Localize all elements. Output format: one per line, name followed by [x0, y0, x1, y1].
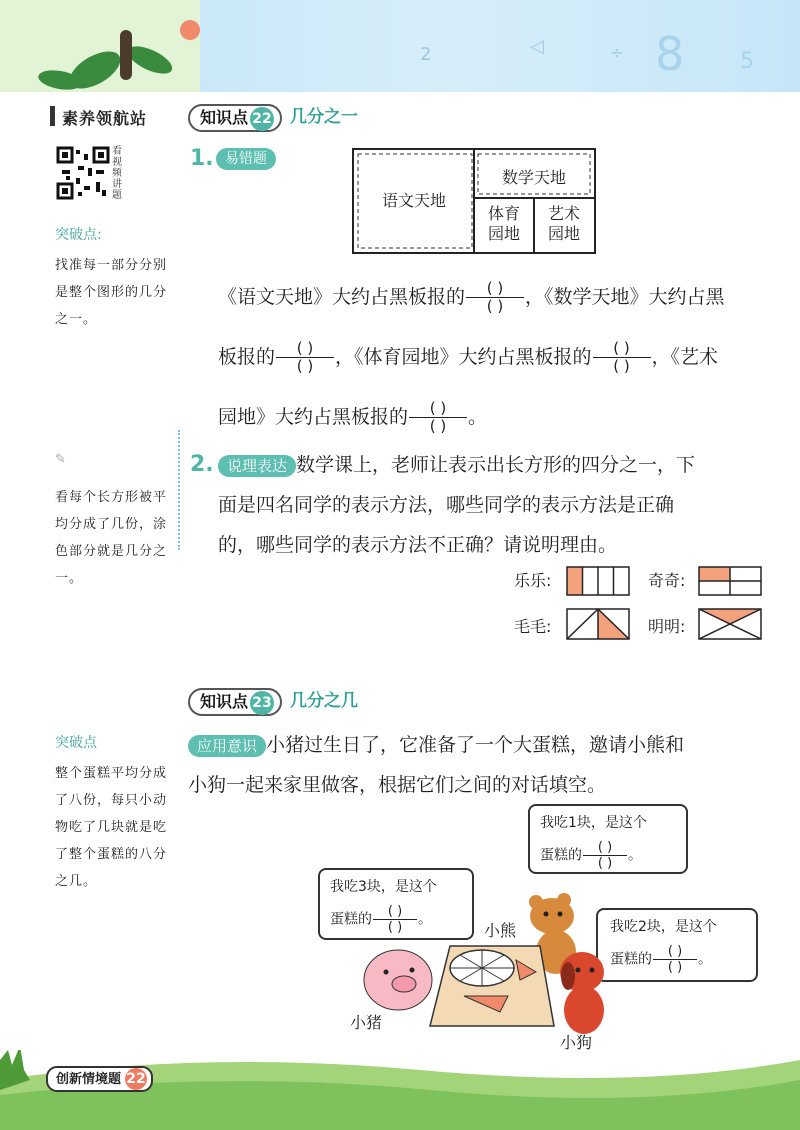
board-cell-chinese: 语文天地 — [381, 191, 446, 210]
tip1-text: 找准每一部分分别是整个图形的几分之一。 — [55, 258, 168, 327]
tip3-text: 整个蛋糕平均分成了八份，每只小动物吃了几块就是吃了整个蛋糕的八分之几。 — [55, 766, 168, 889]
fraction-blank[interactable]: $\frac{( )}{( )}$ — [653, 944, 697, 975]
svg-text:5: 5 — [740, 49, 754, 74]
header-decoration — [0, 0, 800, 92]
dog-fraction-line: 蛋糕的 $\frac{( )}{( )}$ 。 — [610, 944, 712, 975]
fraction-blank[interactable]: $\frac{( )}{( )}$ — [276, 340, 334, 375]
q2-line3: 的，哪些同学的表示方法不正确？请说明理由。 — [218, 534, 618, 556]
board-cell-math: 数学天地 — [501, 168, 566, 187]
q2-line2: 面是四名同学的表示方法，哪些同学的表示方法是正确 — [218, 494, 675, 516]
q2-number: 2. — [190, 452, 214, 477]
pig-name: 小猪 — [350, 1013, 383, 1032]
divider-line — [178, 430, 180, 550]
s23-line1: 应用意识 小猪过生日了，它准备了一个大蛋糕，邀请小熊和 — [188, 730, 684, 760]
dog-speech-bubble: 我吃2块，是这个 蛋糕的 $\frac{( )}{( )}$ 。 — [596, 908, 758, 982]
section23-title: 几分之几 — [290, 691, 359, 711]
pig-fraction-line: 蛋糕的 $\frac{( )}{( )}$ 。 — [330, 904, 432, 935]
q2-line1: 说理表达 数学课上，老师让表示出长方形的四分之一，下 — [218, 450, 695, 480]
svg-text:2: 2 — [420, 44, 432, 65]
q2-tag: 说理表达 — [218, 455, 296, 477]
fraction-blank[interactable]: $\frac{( )}{( )}$ — [583, 840, 627, 871]
pig-speech-bubble: 我吃3块，是这个 蛋糕的 $\frac{( )}{( )}$ 。 — [318, 868, 474, 940]
board-cell-art: 艺术 园地 — [547, 204, 580, 243]
rect-qiqi — [698, 566, 762, 596]
pig-icon — [364, 950, 432, 1010]
student-maomao-label: 毛毛: — [514, 617, 552, 636]
fraction-blank[interactable]: $\frac{( )}{( )}$ — [373, 904, 417, 935]
section22-title: 几分之一 — [290, 107, 359, 127]
section22-header — [188, 104, 358, 132]
s23-tag: 应用意识 — [188, 735, 266, 757]
rect-maomao — [566, 608, 630, 640]
section23-number: 23 — [250, 691, 274, 715]
bear-fraction-line: 蛋糕的 $\frac{( )}{( )}$ 。 — [540, 840, 642, 871]
footer-label: 创新情境题 22 — [46, 1066, 153, 1092]
section23-header — [188, 688, 358, 716]
fraction-blank[interactable]: $\frac{( )}{( )}$ — [409, 400, 467, 435]
svg-text:◁: ◁ — [530, 36, 544, 57]
rect-mingming — [698, 608, 762, 640]
tip1-head: 突破点: — [55, 227, 102, 243]
sidebar-title: 素养领航站 — [62, 109, 148, 128]
svg-text:8: 8 — [655, 27, 685, 81]
q1-line3: 园地》大约占黑板报的 $\frac{( )}{( )}$ 。 — [218, 399, 488, 435]
tip2-head-icon: ✎ — [55, 452, 66, 467]
page-number: 22 — [125, 1068, 147, 1090]
qr-code-icon[interactable] — [56, 146, 110, 200]
s23-line2: 小狗一起来家里做客，根据它们之间的对话填空。 — [188, 774, 607, 796]
section22-label-pill: 知识点 22 — [188, 104, 282, 132]
student-qiqi-label: 奇奇: — [648, 571, 686, 590]
tip3-head: 突破点 — [55, 735, 97, 751]
bear-name: 小熊 — [484, 921, 517, 940]
q1-number: 1. — [190, 146, 214, 171]
q1-tag: 易错题 — [216, 148, 276, 170]
sidebar-marker — [50, 106, 55, 126]
svg-text:÷: ÷ — [610, 43, 624, 62]
q1-line1: 《语文天地》大约占黑板报的 $\frac{( )}{( )}$ ，《数学天地》大约占黑 — [218, 279, 725, 315]
board-cell-sports: 体育 园地 — [487, 204, 520, 243]
q1-line2: 板报的 $\frac{( )}{( )}$ ，《体育园地》大约占黑板报的 $\frac{( )}{( )}$ ，《艺术 — [218, 339, 719, 375]
fraction-blank[interactable]: $\frac{( )}{( )}$ — [593, 340, 651, 375]
student-mingming-label: 明明: — [648, 617, 686, 636]
blackboard-diagram — [352, 148, 596, 254]
student-lele-label: 乐乐: — [514, 571, 552, 590]
tip2-text: 看每个长方形被平均分成了几份，涂色部分就是几分之一。 — [55, 490, 168, 586]
rect-lele — [566, 566, 630, 596]
dog-icon — [560, 952, 604, 1034]
qr-label: 看视频讲题 — [112, 146, 122, 201]
fraction-blank[interactable]: $\frac{( )}{( )}$ — [466, 280, 524, 315]
bear-speech-bubble: 我吃1块，是这个 蛋糕的 $\frac{( )}{( )}$ 。 — [528, 804, 688, 874]
section22-number: 22 — [250, 107, 274, 131]
section23-label-pill: 知识点 23 — [188, 688, 282, 716]
dog-name: 小狗 — [560, 1033, 593, 1052]
